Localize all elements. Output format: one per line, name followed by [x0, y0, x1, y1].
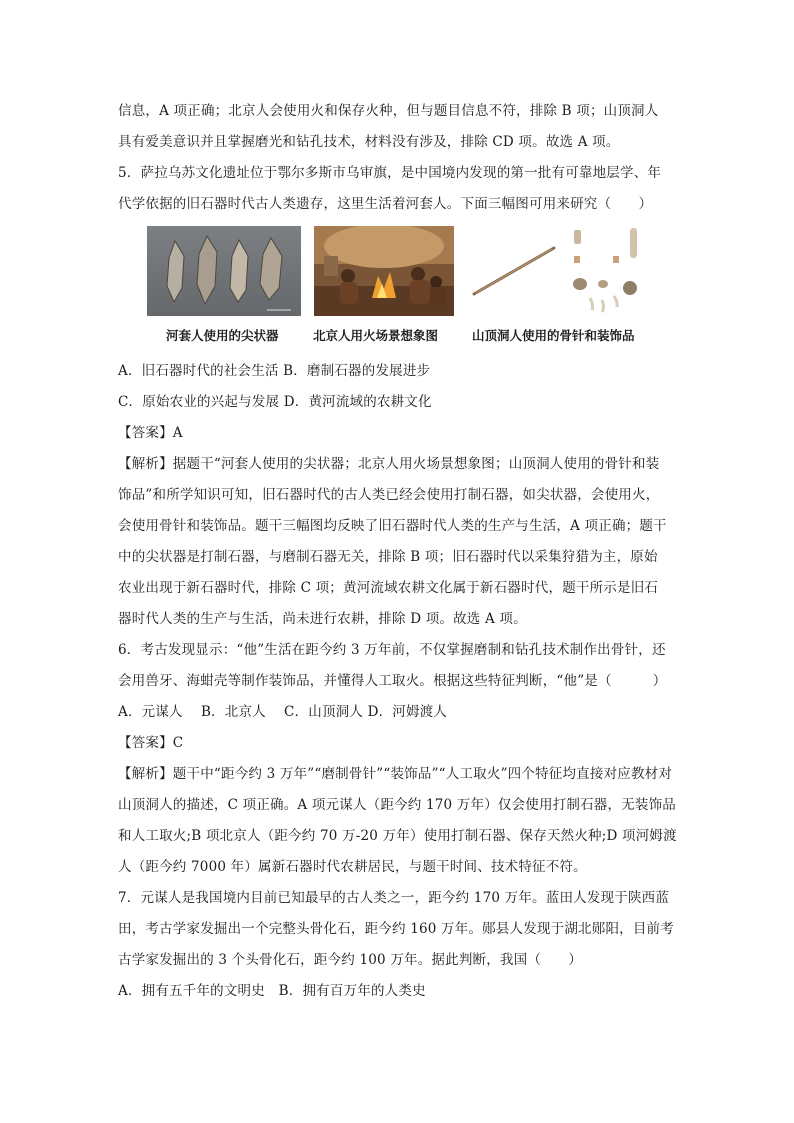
caption-stone-points: 河套人使用的尖状器 — [166, 328, 279, 343]
analysis-line: 饰品”和所学知识可知，旧石器时代的古人类已经会使用打制石器，如尖状器，会使用火， — [118, 487, 660, 503]
option-line: A．拥有五千年的文明史 B．拥有百万年的人类史 — [118, 983, 426, 999]
analysis-line: 【解析】题干中“距今约 3 万年”“磨制骨针”“装饰品”“人工取火”四个特征均直接对应教材对 — [118, 766, 673, 782]
analysis-line: 山顶洞人的描述，C 项正确。A 项元谋人（距今约 170 万年）仅会使用打制石器，无装饰品 — [118, 797, 677, 813]
paragraph-bottom — [118, 356, 680, 1007]
figure-stone-points — [147, 226, 301, 316]
analysis-line: 中的尖状器是打制石器，与磨制石器无关，排除 B 项；旧石器时代以采集狩猎为主，原始 — [118, 549, 658, 565]
figure-row — [118, 226, 680, 358]
question-6-line: 6．考古发现显示：“他”生活在距今约 3 万年前，不仅掌握磨制和钻孔技术制作出骨针，还 — [118, 642, 666, 658]
caption-bone-ornaments: 山顶洞人使用的骨针和装饰品 — [472, 328, 635, 343]
analysis-line: 会使用骨针和装饰品。题干三幅图均反映了旧石器时代人类的生产与生活，A 项正确；题干 — [118, 518, 667, 534]
analysis-line: 农业出现于新石器时代，排除 C 项；黄河流域农耕文化属于新石器时代，题干所示是旧石 — [118, 580, 659, 596]
analysis-line: 器时代人类的生产与生活，尚未进行农耕，排除 D 项。故选 A 项。 — [118, 611, 527, 627]
analysis-line: 【解析】据题干“河套人使用的尖状器；北京人用火场景想象图；山顶洞人使用的骨针和装 — [118, 456, 660, 472]
option-line: A．旧石器时代的社会生活 B．磨制石器的发展进步 — [118, 363, 431, 379]
answer-line: 【答案】C — [118, 735, 184, 751]
question-5-line: 5．萨拉乌苏文化遗址位于鄂尔多斯市乌审旗，是中国境内发现的第一批有可靠地层学、年 — [118, 165, 662, 181]
figure-fire-scene — [314, 226, 454, 316]
question-6-line: 会用兽牙、海蚶壳等制作装饰品，并懂得人工取火。根据这些特征判断，“他”是（ ） — [118, 673, 667, 689]
fire-scene-image — [314, 226, 454, 316]
caption-fire-scene: 北京人用火场景想象图 — [313, 328, 439, 343]
analysis-line: 和人工取火;B 项北京人（距今约 70 万-20 万年）使用打制石器、保存天然火种;D 项河姆渡 — [118, 828, 677, 844]
question-5-line: 代学依据的旧石器时代古人类遗存，这里生活着河套人。下面三幅图可用来研究（ ） — [118, 196, 653, 212]
figure-bone-ornaments — [468, 226, 648, 321]
question-7-line: 古学家发掘出的 3 个头骨化石，距今约 100 万年。据此判断，我国（ ） — [118, 952, 583, 968]
answer-line: 【答案】A — [118, 425, 183, 441]
option-line: A．元谋人 B．北京人 C．山顶洞人 D．河姆渡人 — [118, 704, 448, 720]
bone-needle-ornaments-image — [468, 226, 648, 321]
question-7-line: 7．元谋人是我国境内目前已知最早的古人类之一，距今约 170 万年。蓝田人发现于陕西蓝 — [118, 890, 670, 906]
question-7-line: 田，考古学家发掘出一个完整头骨化石，距今约 160 万年。郧县人发现于湖北郧阳，目前考 — [118, 921, 674, 937]
paragraph-top — [118, 96, 680, 220]
text-line: 具有爱美意识并且掌握磨光和钻孔技术，材料没有涉及，排除 CD 项。故选 A 项。 — [118, 134, 620, 150]
text-line: 信息，A 项正确；北京人会使用火和保存火种，但与题目信息不符，排除 B 项；山顶洞人 — [118, 103, 659, 119]
document-page — [118, 96, 680, 1007]
stone-points-image — [147, 226, 301, 316]
analysis-line: 人（距今约 7000 年）属新石器时代农耕居民，与题干时间、技术特征不符。 — [118, 859, 587, 875]
option-line: C．原始农业的兴起与发展 D．黄河流域的农耕文化 — [118, 394, 432, 410]
